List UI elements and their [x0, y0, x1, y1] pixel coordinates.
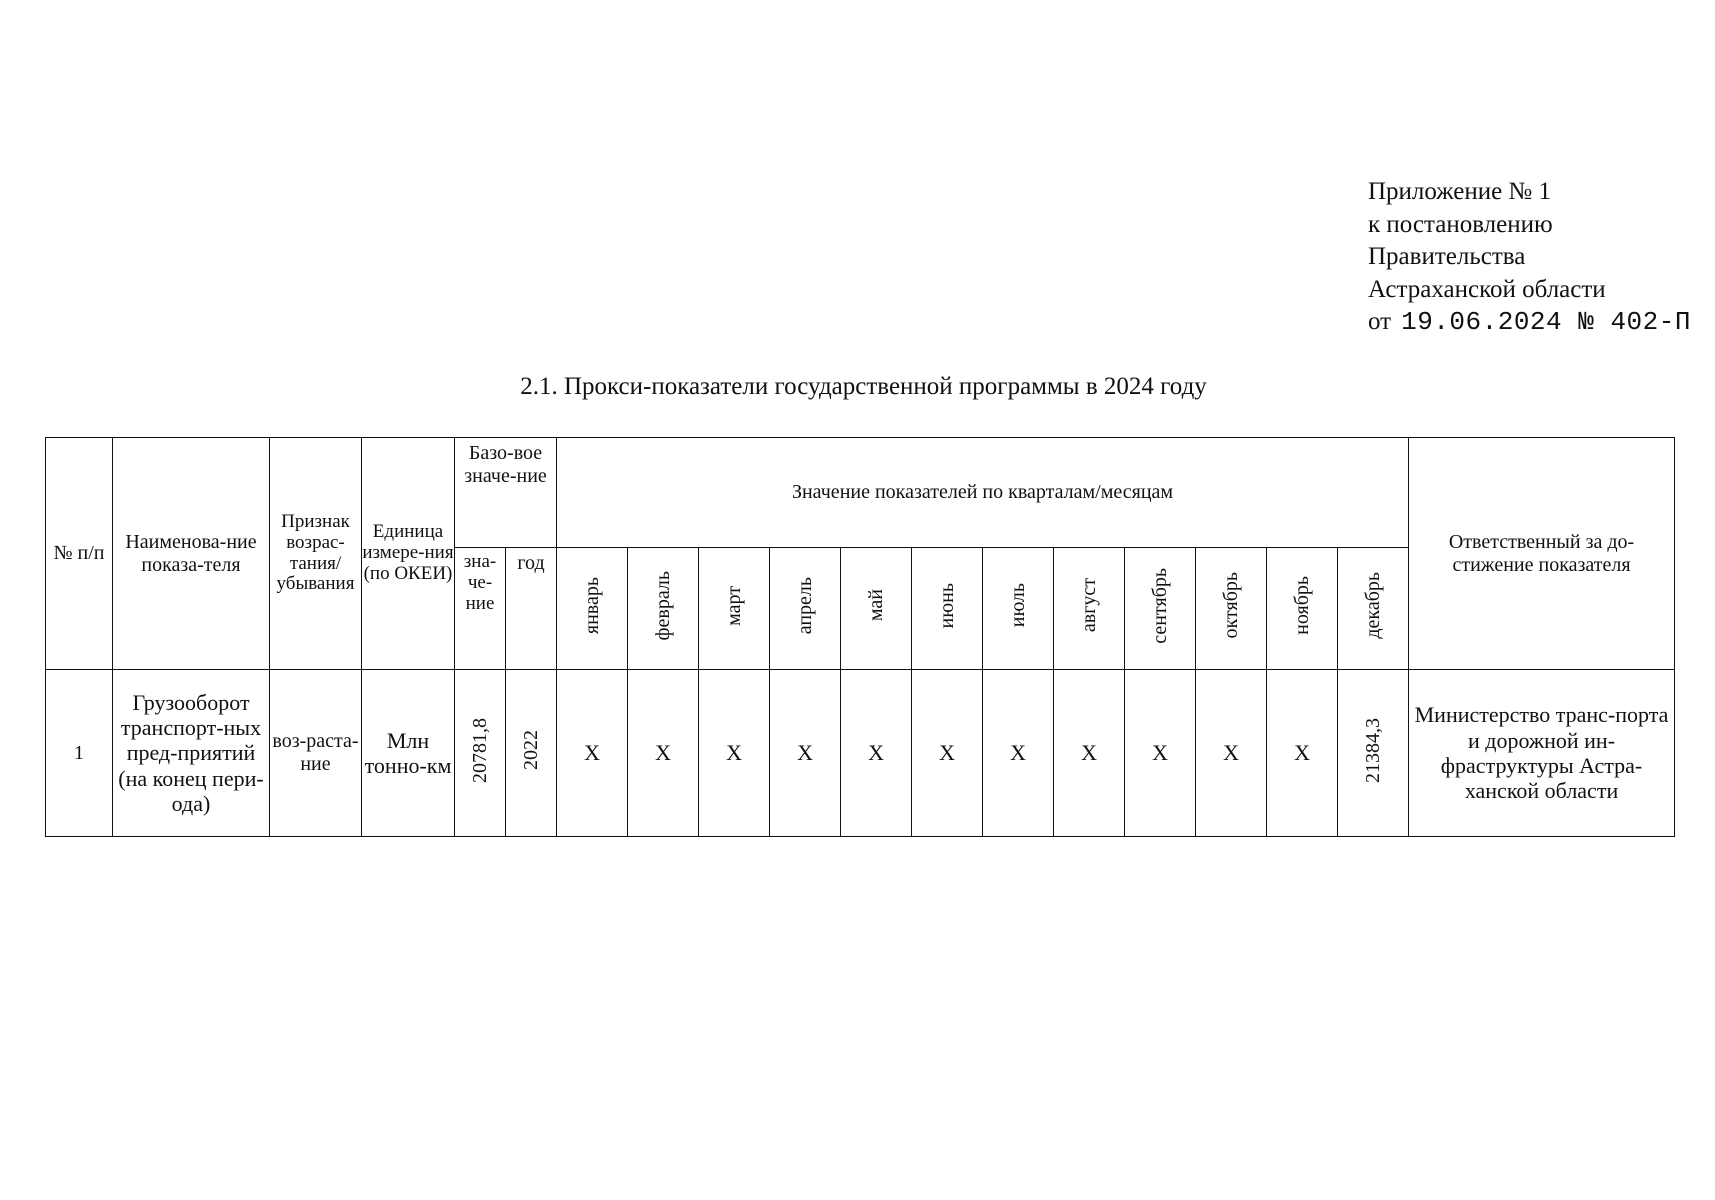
row-month-april: X [770, 670, 841, 837]
row-month-august: X [1054, 670, 1125, 837]
appendix-header [1368, 176, 1691, 339]
decree-date-number: 19.06.2024 № 402-П [1401, 307, 1691, 337]
row-responsible: Министерство транс-порта и дорожной ин-фраструктуры Астра-ханской области [1409, 670, 1675, 837]
month-label: июнь [935, 582, 958, 629]
date-prefix: от [1368, 308, 1392, 335]
col-header-unit: Единица измере-ния (по ОКЕИ) [362, 438, 455, 670]
month-may [841, 548, 912, 670]
col-header-sign: Признак возрас-тания/ убывания [270, 438, 362, 670]
col-header-responsible: Ответственный за до-стижение показателя [1409, 438, 1675, 670]
appendix-line-2: к постановлению [1368, 210, 1553, 238]
row-month-november: X [1267, 670, 1338, 837]
month-april [770, 548, 841, 670]
month-label: ноябрь [1290, 576, 1313, 635]
col-header-number: № п/п [46, 438, 113, 670]
month-march [699, 548, 770, 670]
row-base-value: 20781,8 [468, 717, 491, 783]
row-month-june: X [912, 670, 983, 837]
col-header-base-year: год [506, 548, 557, 670]
month-january [557, 548, 628, 670]
month-september [1125, 548, 1196, 670]
table-row [46, 670, 1675, 837]
row-month-december: 21384,3 [1361, 717, 1384, 783]
month-label: апрель [793, 576, 816, 635]
month-july [983, 548, 1054, 670]
month-label: август [1077, 578, 1100, 633]
month-label: март [722, 585, 745, 626]
row-month-may: X [841, 670, 912, 837]
col-header-quarters: Значение показателей по кварталам/месяцам [557, 438, 1409, 548]
month-label: июль [1006, 583, 1029, 628]
row-base-value-cell [455, 670, 506, 837]
month-february [628, 548, 699, 670]
row-month-december-cell [1338, 670, 1409, 837]
appendix-line-3: Правительства [1368, 243, 1526, 270]
month-label: январь [580, 576, 603, 635]
month-label: февраль [651, 570, 674, 641]
month-label: октябрь [1219, 572, 1242, 639]
row-month-february: X [628, 670, 699, 837]
row-sign: воз-раста-ние [270, 670, 362, 837]
col-header-base-value: зна-че-ние [455, 548, 506, 670]
row-month-september: X [1125, 670, 1196, 837]
row-base-year: 2022 [519, 730, 542, 770]
month-label: декабрь [1361, 572, 1384, 639]
row-indicator-name: Грузооборот транспорт-ных пред-приятий (на конец пери-ода) [113, 670, 270, 837]
row-month-july: X [983, 670, 1054, 837]
month-august [1054, 548, 1125, 670]
row-unit: Млн тонно-км [362, 670, 455, 837]
month-december [1338, 548, 1409, 670]
row-month-january: X [557, 670, 628, 837]
month-november [1267, 548, 1338, 670]
month-label: май [864, 589, 887, 622]
month-label: сентябрь [1148, 567, 1171, 644]
appendix-line-1: Приложение № 1 [1368, 178, 1552, 205]
col-header-base: Базо-вое значе-ние [455, 438, 557, 548]
appendix-date-line [1368, 306, 1691, 339]
month-june [912, 548, 983, 670]
month-october [1196, 548, 1267, 670]
table-title: 2.1. Прокси-показатели государственной программы в 2024 году [520, 373, 1207, 400]
proxy-indicators-table [45, 437, 1675, 837]
row-month-march: X [699, 670, 770, 837]
appendix-line-4: Астраханской области [1368, 275, 1606, 303]
row-base-year-cell [506, 670, 557, 837]
row-month-october: X [1196, 670, 1267, 837]
col-header-name: Наименова-ние показа-теля [113, 438, 270, 670]
row-number: 1 [46, 670, 113, 837]
